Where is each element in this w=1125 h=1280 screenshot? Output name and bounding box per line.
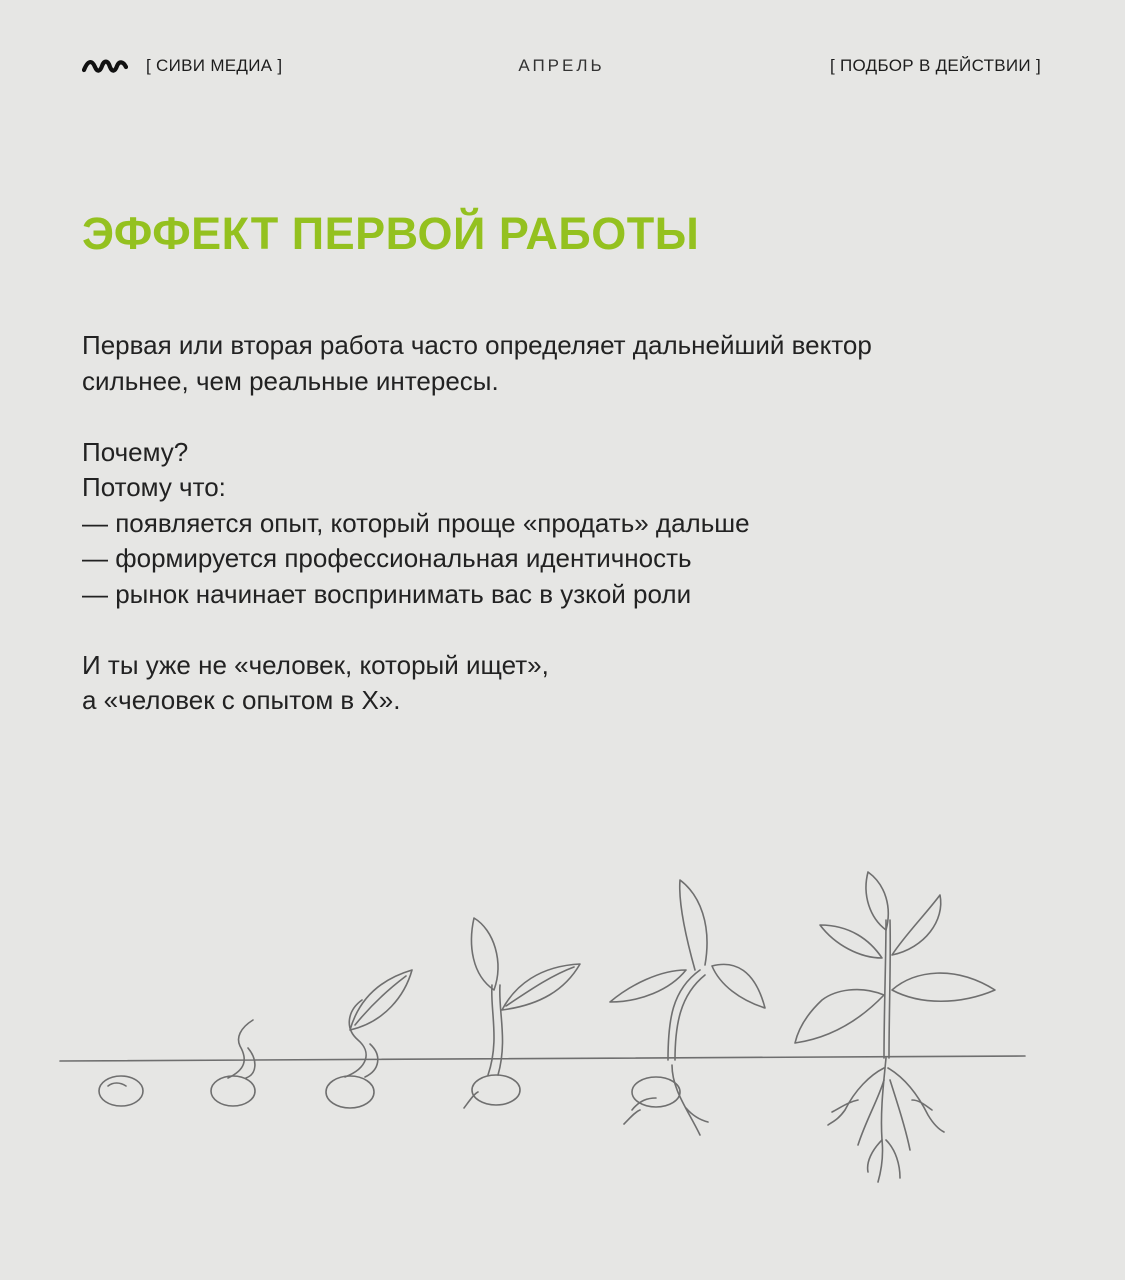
- page-header: [82, 50, 1041, 82]
- month-label: АПРЕЛЬ: [518, 56, 605, 75]
- stage-sprout: [211, 1020, 255, 1106]
- question-line: Почему?: [82, 436, 189, 467]
- conclusion-line: а «человек с опытом в Х».: [82, 685, 401, 715]
- stage-grown-plant: [795, 872, 995, 1182]
- ground-line: [60, 1056, 1025, 1061]
- conclusion-line: И ты уже не «человек, который ищет»,: [82, 649, 549, 680]
- stage-first-leaf: [326, 970, 412, 1108]
- brand-label: [ СИВИ МЕДИА ]: [146, 56, 283, 75]
- answer-lead-line: Потому что:: [82, 472, 226, 502]
- rubric-label: [ ПОДБОР В ДЕЙСТВИИ ]: [829, 56, 1041, 75]
- spacer: [82, 612, 1042, 648]
- stage-two-leaves: [464, 918, 580, 1108]
- body-text: [82, 328, 1042, 719]
- spacer: [82, 399, 1042, 435]
- reason-item: — рынок начинает воспринимать вас в узкой роли: [82, 578, 692, 609]
- reason-item: — появляется опыт, который проще «продать» дальше: [82, 507, 750, 538]
- stage-young-plant: [610, 880, 765, 1135]
- stage-seed: [99, 1076, 143, 1106]
- plant-growth-stages-illustration: [0, 860, 1125, 1200]
- page-title: ЭФФЕКТ ПЕРВОЙ РАБОТЫ: [82, 208, 700, 259]
- intro-line: Первая или вторая работа часто определяет дальнейший вектор: [82, 330, 872, 360]
- intro-line: сильнее, чем реальные интересы.: [82, 365, 499, 396]
- reason-item: — формируется профессиональная идентичность: [82, 543, 692, 573]
